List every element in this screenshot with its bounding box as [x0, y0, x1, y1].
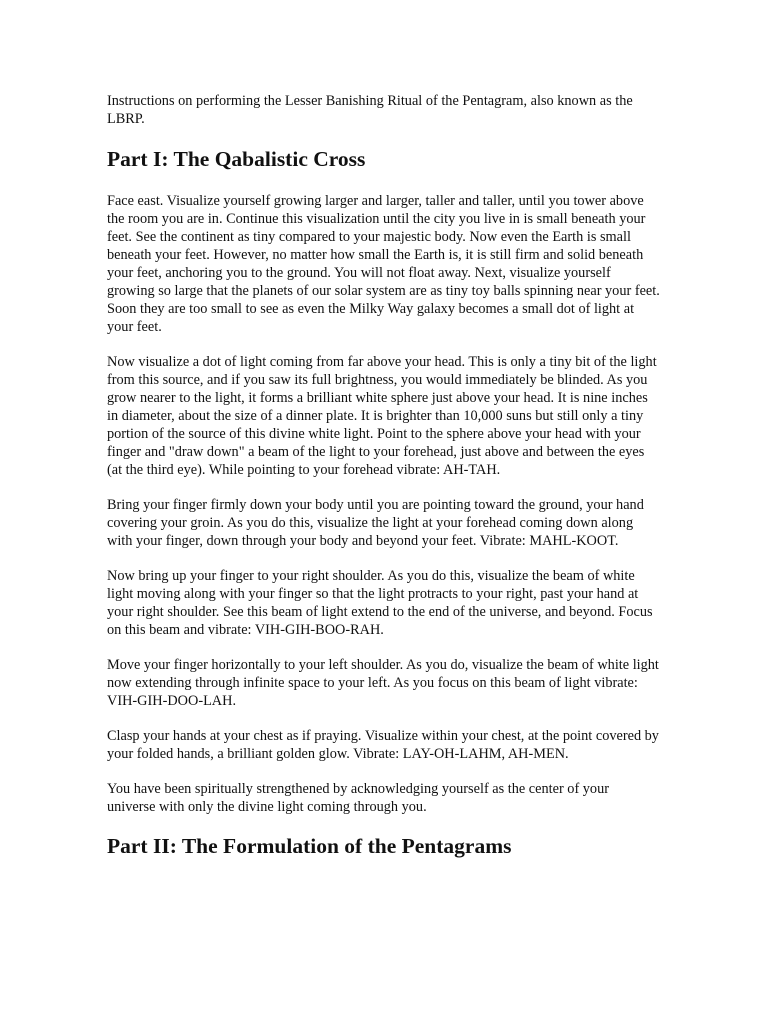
paragraph-right-shoulder: Now bring up your finger to your right shoulder. As you do this, visualize the beam of white light moving along with your finger so that the light protracts to your right, past your hand at your right shoulder. See this beam of light extend to the end of the universe, and beyond. Focus on this beam and vibrate: VIH-GIH-BOO-RAH. — [107, 568, 653, 639]
paragraph-face-east: Face east. Visualize yourself growing larger and larger, taller and taller, until you tower above the room you are in. Continue this visualization until the city you live in is small beneath your feet. See the continent as tiny compared to your majestic body. Now even the Earth is small beneath your feet. However, no matter how small the Earth is, it is still firm and solid beneath your feet, anchoring you to the ground. You will not float away. Next, visualize yourself growing so large that the planets of our solar system are as tiny toy balls spinning near your feet. Soon they are too small to see as even the Milky Way galaxy becomes a small dot of light at your feet. — [107, 193, 660, 336]
paragraph-dot-of-light: Now visualize a dot of light coming from far above your head. This is only a tiny bit of the light from this source, and if you saw its full brightness, you would immediately be blinded. As you grow nearer to the light, it forms a brilliant white sphere just above your head. It is nine inches in diameter, about the size of a dinner plate. It is brighter than 10,000 suns but still only a tiny portion of the source of this divine white light. Point to the sphere above your head with your finger and "draw down" a beam of the light to your forehead, just above and between the eyes (at the third eye). While pointing to your forehead vibrate: AH-TAH. — [107, 354, 657, 479]
part-2-heading: Part II: The Formulation of the Pentagrams — [107, 834, 512, 859]
part-1-heading: Part I: The Qabalistic Cross — [107, 147, 366, 172]
paragraph-finger-down: Bring your finger firmly down your body until you are pointing toward the ground, your hand covering your groin. As you do this, visualize the light at your forehead coming down along with your finger, down through your body and beyond your feet. Vibrate: MAHL-KOOT. — [107, 497, 644, 550]
intro-text: Instructions on performing the Lesser Banishing Ritual of the Pentagram, also known as the LBRP. — [107, 93, 633, 127]
document-page — [107, 93, 660, 859]
paragraph-left-shoulder: Move your finger horizontally to your left shoulder. As you do, visualize the beam of white light now extending through infinite space to your left. As you focus on this beam of light vibrate: VIH-GIH-DOO-LAH. — [107, 657, 659, 710]
paragraph-strengthened: You have been spiritually strengthened by acknowledging yourself as the center of your universe with only the divine light coming through you. — [107, 781, 609, 816]
paragraph-clasp-hands: Clasp your hands at your chest as if praying. Visualize within your chest, at the point covered by your folded hands, a brilliant golden glow. Vibrate: LAY-OH-LAHM, AH-MEN. — [107, 728, 659, 763]
